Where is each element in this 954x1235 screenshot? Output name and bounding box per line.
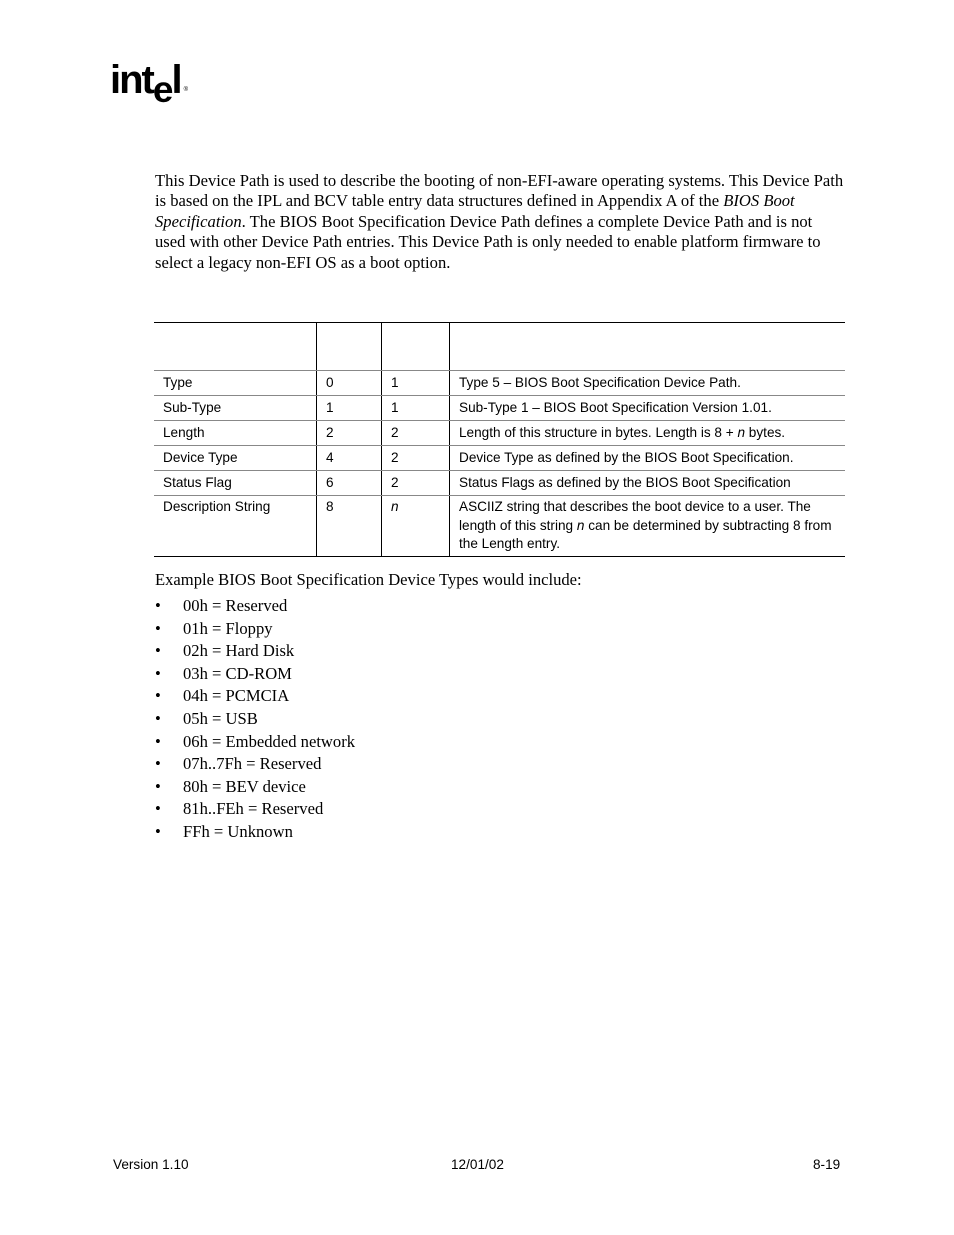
list-item xyxy=(155,618,355,641)
list-item-text: 80h = BEV device xyxy=(183,776,306,796)
cell-length: 2 xyxy=(381,421,449,445)
desc-text-b: can be determined by subtracting 8 from the Length entry. xyxy=(459,517,832,551)
list-item xyxy=(155,685,355,708)
desc-text-a: ASCIIZ string that describes the boot device to a user. The length of this string xyxy=(459,499,811,533)
list-item xyxy=(155,753,355,776)
list-item xyxy=(155,731,355,754)
footer-page-number: 8-19 xyxy=(813,1157,841,1172)
table-row xyxy=(154,445,845,470)
header-cell-offset xyxy=(316,323,381,370)
cell-length: 1 xyxy=(381,396,449,420)
bullet: • xyxy=(155,596,161,615)
list-item xyxy=(155,776,355,799)
cell-mnemonic: Status Flag xyxy=(163,475,232,490)
cell-offset: 1 xyxy=(316,396,381,420)
list-item-text: 03h = CD-ROM xyxy=(183,663,292,683)
cell-mnemonic: Device Type xyxy=(163,450,238,465)
table-row xyxy=(154,495,845,556)
table-row xyxy=(154,370,845,395)
cell-mnemonic: Description String xyxy=(163,499,271,514)
list-item-text: 05h = USB xyxy=(183,708,258,728)
desc-text-a: Length of this structure in bytes. Length is 8 + xyxy=(459,425,738,440)
list-item-text: 00h = Reserved xyxy=(183,596,288,615)
bullet: • xyxy=(155,754,161,774)
example-intro: Example BIOS Boot Specification Device Types would include: xyxy=(155,570,582,589)
list-item xyxy=(155,798,355,821)
list-item xyxy=(155,663,355,686)
bullet: • xyxy=(155,776,161,796)
desc-italic-n: n xyxy=(576,517,585,533)
logo-text-e: e xyxy=(152,69,172,110)
list-item-text: 81h..FEh = Reserved xyxy=(183,799,324,819)
list-item-text: 06h = Embedded network xyxy=(183,731,356,751)
cell-description: Device Type as defined by the BIOS Boot Specification. xyxy=(449,446,845,470)
cell-offset: 0 xyxy=(316,371,381,395)
bullet: • xyxy=(155,663,161,683)
header-cell-length xyxy=(381,323,449,370)
cell-length: 1 xyxy=(381,371,449,395)
cell-length xyxy=(381,496,449,556)
list-item-text: 01h = Floppy xyxy=(183,618,273,638)
cell-offset: 2 xyxy=(316,421,381,445)
bullet: • xyxy=(155,641,161,661)
bullet: • xyxy=(155,686,161,706)
list-item-text: 02h = Hard Disk xyxy=(183,641,295,661)
cell-description xyxy=(449,496,845,556)
intro-text-1: This Device Path is used to describe the booting of non-EFI-aware operating systems. This Device Path is based on the IPL and BCV table entry data structures defined in Appendix A of the xyxy=(155,171,844,211)
cell-mnemonic: Type xyxy=(163,375,193,390)
cell-length: 2 xyxy=(381,471,449,495)
desc-italic-n: n xyxy=(737,425,746,440)
bullet: • xyxy=(155,731,161,751)
intro-text-2: . The BIOS Boot Specification Device Path defines a complete Device Path and is not used with other Device Path entries. This Device Path is only needed to enable platform firmware to select a legacy non-EFI OS as a boot option. xyxy=(155,211,821,272)
cell-offset: 4 xyxy=(316,446,381,470)
bullet: • xyxy=(155,618,161,638)
cell-mnemonic: Length xyxy=(163,425,205,440)
logo-registered-mark: ® xyxy=(183,87,186,93)
list-item-text: 04h = PCMCIA xyxy=(183,686,290,706)
list-item xyxy=(155,821,355,844)
list-item-text: 07h..7Fh = Reserved xyxy=(183,754,322,774)
length-italic-n: n xyxy=(391,499,399,514)
intel-logo xyxy=(110,58,186,114)
table-row xyxy=(154,470,845,495)
list-item xyxy=(155,708,355,731)
cell-description: Type 5 – BIOS Boot Specification Device Path. xyxy=(449,371,845,395)
table-row xyxy=(154,395,845,420)
cell-mnemonic: Sub-Type xyxy=(163,400,222,415)
header-cell-mnemonic xyxy=(154,323,316,370)
table-header-row xyxy=(154,323,845,370)
table-row xyxy=(154,420,845,445)
footer-date: 12/01/02 xyxy=(451,1157,504,1172)
footer-version: Version 1.10 xyxy=(113,1157,189,1172)
bullet: • xyxy=(155,799,161,819)
list-item-text: FFh = Unknown xyxy=(183,821,293,841)
device-type-list xyxy=(155,595,355,844)
cell-description: Sub-Type 1 – BIOS Boot Specification Version 1.01. xyxy=(449,396,845,420)
header-cell-description xyxy=(449,323,845,370)
cell-length: 2 xyxy=(381,446,449,470)
logo-text-a: int xyxy=(110,58,153,102)
logo-text-b: l xyxy=(171,58,181,102)
intro-italic-title: BIOS Boot Specification xyxy=(155,191,795,231)
cell-offset: 6 xyxy=(316,471,381,495)
desc-text-b: bytes. xyxy=(745,425,786,440)
intro-paragraph xyxy=(155,171,845,273)
device-path-table xyxy=(154,322,845,557)
cell-offset: 8 xyxy=(316,496,381,556)
list-item xyxy=(155,595,355,618)
bullet: • xyxy=(155,821,161,841)
cell-description xyxy=(449,421,845,445)
bullet: • xyxy=(155,708,161,728)
cell-description: Status Flags as defined by the BIOS Boot Specification xyxy=(449,471,845,495)
list-item xyxy=(155,640,355,663)
